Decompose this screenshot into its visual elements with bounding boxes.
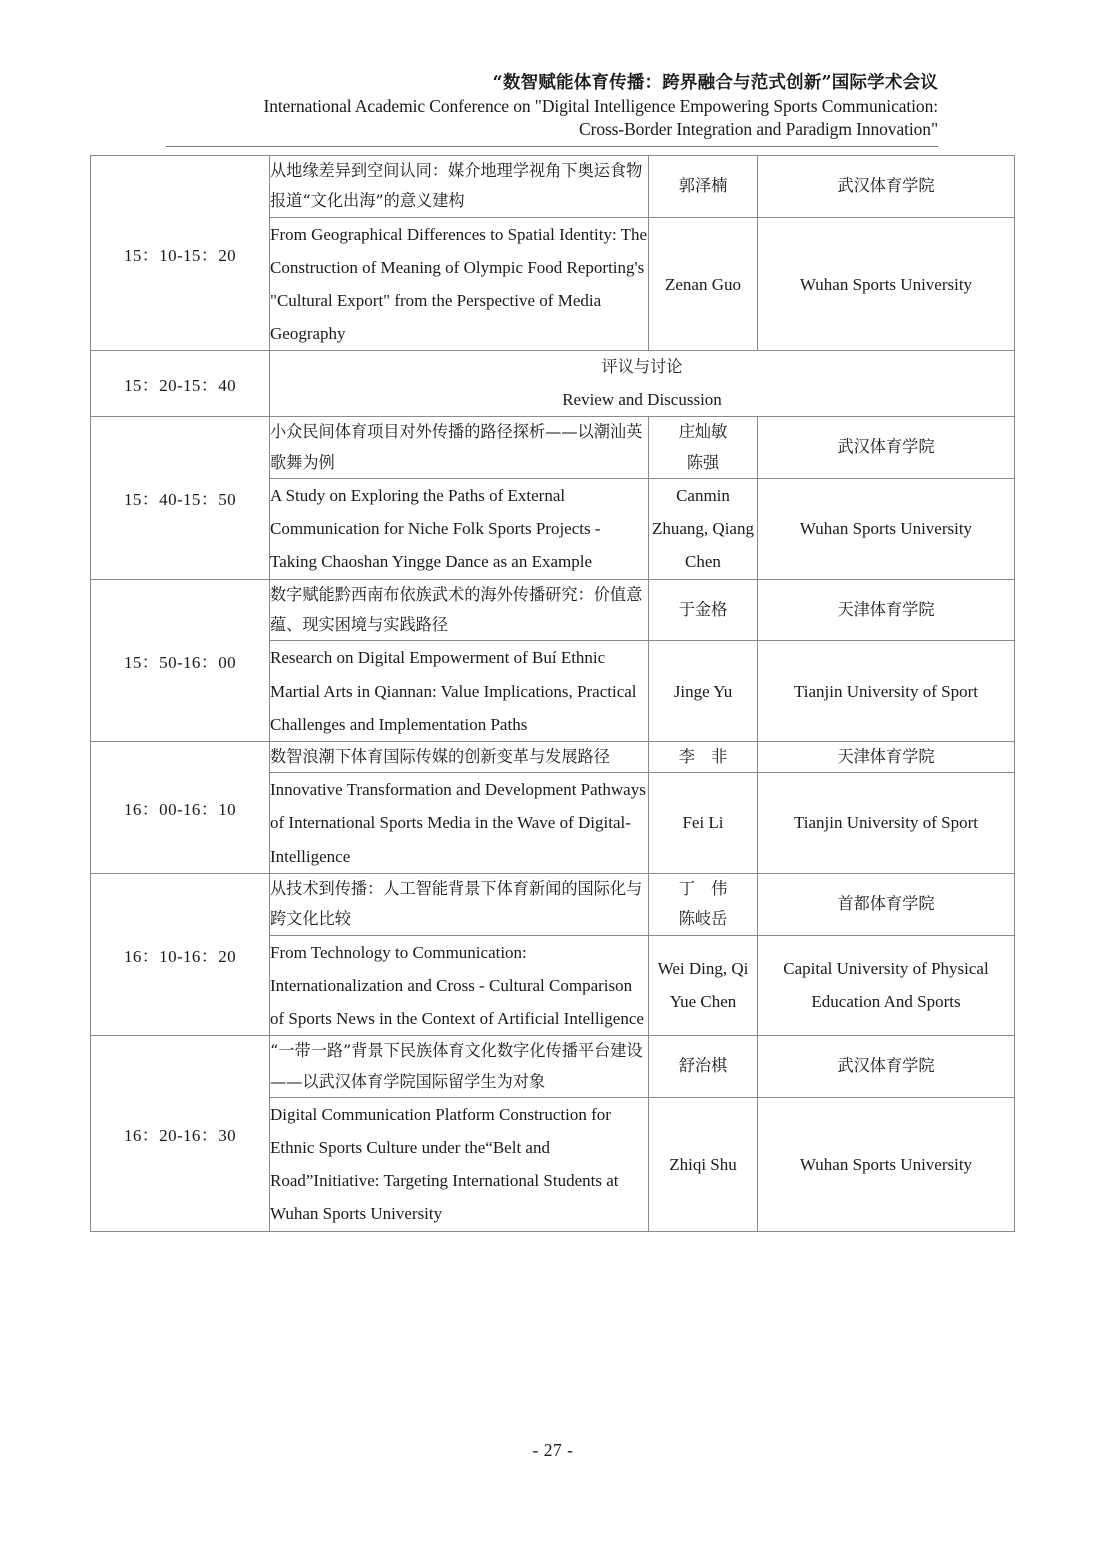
program-table-body	[91, 156, 1015, 1232]
affiliation-english: Capital University of Physical Education And Sports	[758, 935, 1015, 1035]
conference-title-chinese: “数智赋能体育传播：跨界融合与范式创新”国际学术会议	[492, 73, 938, 93]
author-name-chinese: 丁 伟 陈岐岳	[649, 873, 758, 935]
affiliation-english: Tianjin University of Sport	[758, 773, 1015, 873]
time-slot-cell: 16：00-16：10	[91, 741, 270, 873]
table-row	[91, 579, 1015, 641]
author-name-chinese: 舒治棋	[649, 1036, 758, 1098]
affiliation-english: Wuhan Sports University	[758, 479, 1015, 579]
author-name-english: Zenan Guo	[649, 217, 758, 351]
paper-title-english: Innovative Transformation and Development Pathways of International Sports Media in the Wave of Digital-Intelligence	[270, 773, 649, 873]
paper-title-chinese: 数字赋能黔西南布依族武术的海外传播研究：价值意蕴、现实困境与实践路径	[270, 579, 649, 641]
table-row	[91, 873, 1015, 935]
time-slot-cell: 16：20-16：30	[91, 1036, 270, 1231]
paper-title-chinese: 从地缘差异到空间认同：媒介地理学视角下奥运食物报道“文化出海”的意义建构	[270, 156, 649, 218]
affiliation-chinese: 天津体育学院	[758, 579, 1015, 641]
paper-title-chinese: 数智浪潮下体育国际传媒的创新变革与发展路径	[270, 741, 649, 772]
table-row	[91, 1036, 1015, 1098]
author-name-english: Canmin Zhuang, Qiang Chen	[649, 479, 758, 579]
affiliation-chinese: 天津体育学院	[758, 741, 1015, 772]
author-name-chinese: 李 非	[649, 741, 758, 772]
time-slot-cell: 16：10-16：20	[91, 873, 270, 1035]
break-label-english: Review and Discussion	[562, 390, 722, 410]
program-schedule-table	[90, 155, 1015, 1232]
conference-title-english-line1: International Academic Conference on "Digital Intelligence Empowering Sports Communication:	[263, 96, 938, 117]
time-slot-cell: 15：10-15：20	[91, 156, 270, 351]
affiliation-chinese: 武汉体育学院	[758, 417, 1015, 479]
table-row	[91, 417, 1015, 479]
affiliation-chinese: 首都体育学院	[758, 873, 1015, 935]
running-header	[166, 72, 938, 147]
session-break-cell	[270, 351, 1015, 417]
affiliation-chinese: 武汉体育学院	[758, 156, 1015, 218]
table-row	[91, 741, 1015, 772]
conference-title-english-line2: Cross-Border Integration and Paradigm Innovation"	[579, 119, 938, 140]
time-slot-cell: 15：20-15：40	[91, 351, 270, 417]
author-name-english: Wei Ding, Qi Yue Chen	[649, 935, 758, 1035]
author-name-english: Jinge Yu	[649, 641, 758, 741]
time-slot-cell: 15：50-16：00	[91, 579, 270, 741]
paper-title-chinese: 小众民间体育项目对外传播的路径探析——以潮汕英歌舞为例	[270, 417, 649, 479]
paper-title-english: From Technology to Communication: Internationalization and Cross - Cultural Comparison of Sports News in the Context of Artificial Intelligence	[270, 935, 649, 1035]
page-number: - 27 -	[532, 1440, 574, 1460]
author-name-english: Fei Li	[649, 773, 758, 873]
author-name-chinese: 庄灿敏 陈强	[649, 417, 758, 479]
paper-title-english: From Geographical Differences to Spatial Identity: The Construction of Meaning of Olympic Food Reporting's "Cultural Export" from the Perspective of Media Geography	[270, 217, 649, 351]
affiliation-english: Wuhan Sports University	[758, 217, 1015, 351]
author-name-chinese: 郭泽楠	[649, 156, 758, 218]
affiliation-english: Tianjin University of Sport	[758, 641, 1015, 741]
author-name-english: Zhiqi Shu	[649, 1097, 758, 1231]
table-row	[91, 351, 1015, 417]
paper-title-english: Research on Digital Empowerment of Buí Ethnic Martial Arts in Qiannan: Value Implications, Practical Challenges and Implementation Paths	[270, 641, 649, 741]
author-name-chinese: 于金格	[649, 579, 758, 641]
time-slot-cell: 15：40-15：50	[91, 417, 270, 579]
table-row	[91, 156, 1015, 218]
paper-title-english: A Study on Exploring the Paths of External Communication for Niche Folk Sports Projects - Taking Chaoshan Yingge Dance as an Example	[270, 479, 649, 579]
affiliation-chinese: 武汉体育学院	[758, 1036, 1015, 1098]
break-label-chinese: 评议与讨论	[601, 357, 683, 377]
affiliation-english: Wuhan Sports University	[758, 1097, 1015, 1231]
paper-title-chinese: “一带一路”背景下民族体育文化数字化传播平台建设——以武汉体育学院国际留学生为对象	[270, 1036, 649, 1098]
paper-title-english: Digital Communication Platform Construction for Ethnic Sports Culture under the“Belt and Road”Initiative: Targeting International Students at Wuhan Sports University	[270, 1097, 649, 1231]
paper-title-chinese: 从技术到传播：人工智能背景下体育新闻的国际化与跨文化比较	[270, 873, 649, 935]
